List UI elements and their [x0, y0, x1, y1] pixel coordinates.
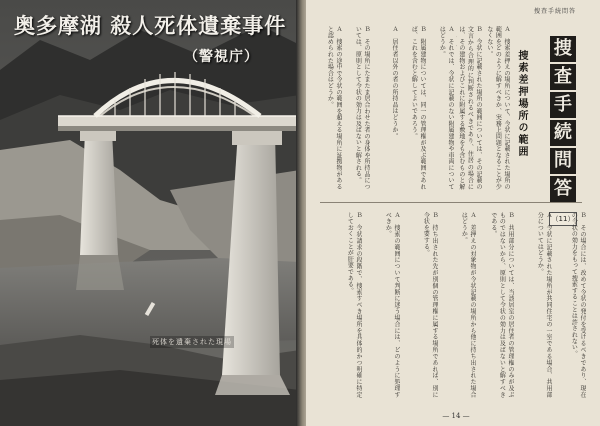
series-title-char: 捜: [550, 36, 576, 62]
article-title: 捜索差押場所の範囲: [516, 50, 527, 158]
subhead: （警視庁）: [184, 49, 259, 65]
text-column: Ｂ 共用部分については、当該居室の居住者の管理権のみが及ぶものではないから、原則として令状の効力は及ばないと解すべきである。: [489, 212, 514, 398]
text-column: Ａ 捜索差押えの場所について、令状に記載された場所の範囲をどのように解すべきか、実務上問題となることが少なくない。: [485, 26, 510, 190]
series-number: （11）: [549, 212, 578, 226]
series-title-char: 続: [550, 120, 576, 146]
text-column: Ａ 居住者以外の者の所持品はどうか。: [391, 26, 398, 140]
running-head: 捜査手続問答: [533, 8, 576, 15]
series-title-char: 手: [550, 92, 576, 118]
text-column: Ｂ 持ち出された先が別個の管理権に属する場所であれば、別に令状を要する。: [422, 212, 438, 398]
text-column: Ａ 捜索の途中で令状の範囲を超える場所に証拠物があると認められた場合はどうか。: [326, 26, 342, 190]
headline: 奥多摩湖 殺人死体遺棄事件: [14, 14, 287, 38]
page-number: — 14 —: [442, 412, 470, 420]
text-column: Ｂ 令状請求の段階で、捜索すべき場所を具体的かつ明確に特定しておくことが肝要である。: [346, 212, 362, 398]
text-column: Ａ 捜索の範囲について判断に迷う場合には、どのように処理すべきか。: [384, 212, 400, 398]
text-column: Ｂ 令状に記載された場所の範囲については、その記載の文言から合理的に判断されるべきであり、住居の場合には、その建物およびこれに附属する敷地をも含むものと解: [457, 26, 482, 190]
text-page: [306, 0, 600, 426]
text-column: Ａ 令状に記載された場所が共同住宅の一室である場合、共用部分についてはどうか。: [536, 212, 552, 398]
text-column: Ａ それでは、令状に記載のない附属建物や車両についてはどうか。: [438, 26, 454, 190]
text-column: Ｂ その場合には、改めて令状の発付を受けるべきであり、現在の令状の効力をもって捜索することは許されない。: [570, 212, 586, 398]
series-title: [548, 36, 578, 226]
series-title-char: 問: [550, 148, 576, 174]
text-column: Ａ 差押えの対象物が令状記載の場所から他に持ち出された場合はどうか。: [460, 212, 476, 398]
photo-caption: 死体を遺棄された現場: [152, 338, 232, 346]
text-column: Ｂ その場所にたまたま居合わせた者の身体や所持品については、原則として令状の効力は及ばないと解される。: [354, 26, 370, 190]
section-divider: [320, 202, 582, 203]
series-title-char: 答: [550, 176, 576, 202]
text-column: Ｂ 附属建物については、同一の管理権が及ぶ範囲であれば、これを含むと解してよいであろう。: [410, 26, 426, 190]
series-title-char: 査: [550, 64, 576, 90]
